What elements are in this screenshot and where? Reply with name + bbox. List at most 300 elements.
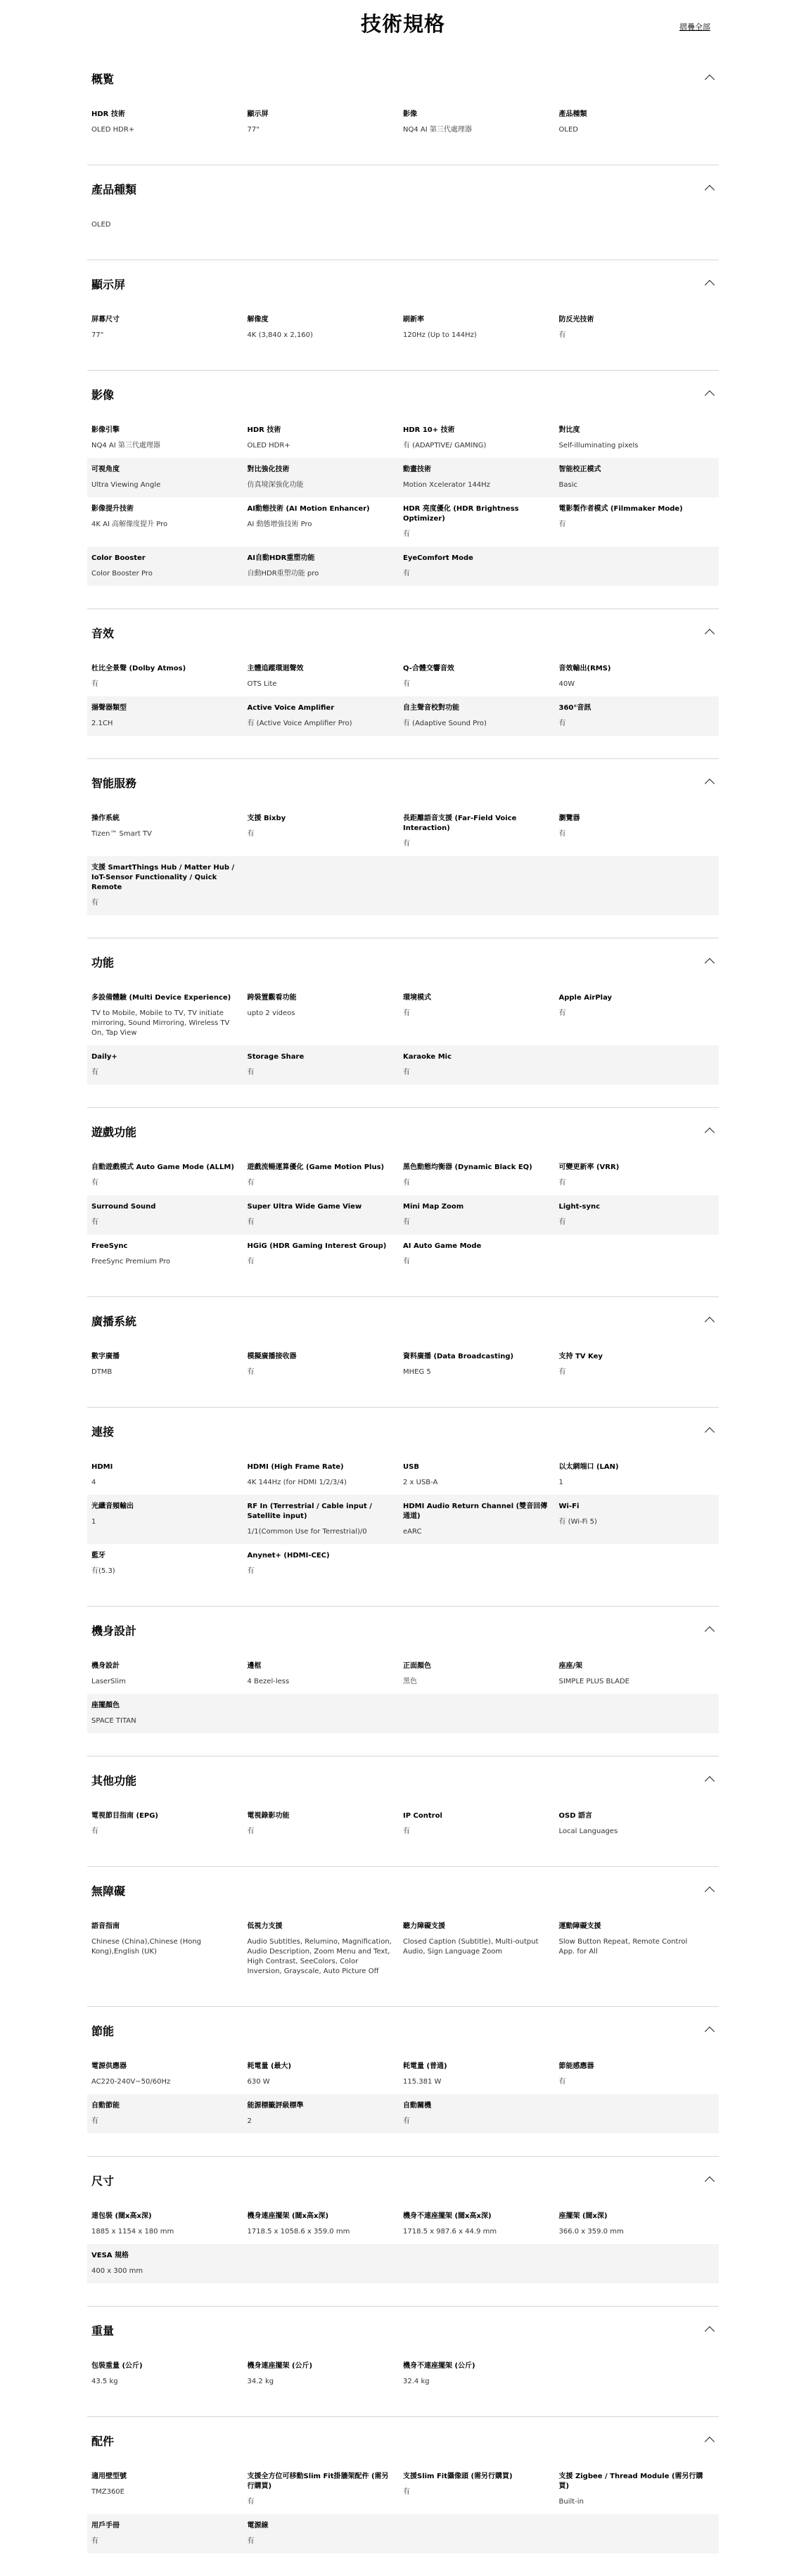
section-title: 產品種類 bbox=[91, 183, 137, 196]
spec-item bbox=[403, 664, 559, 689]
section-header[interactable] bbox=[87, 955, 719, 976]
spec-item bbox=[403, 1922, 559, 1977]
spec-item bbox=[91, 1811, 248, 1837]
spec-value: MHEG 5 bbox=[403, 1368, 431, 1376]
spec-item bbox=[403, 703, 559, 729]
spec-label: 可變更新率 (VRR) bbox=[558, 1163, 620, 1171]
spec-item bbox=[559, 465, 715, 490]
spec-value: OLED HDR+ bbox=[247, 442, 290, 449]
spec-item bbox=[559, 2062, 715, 2087]
spec-item bbox=[403, 2472, 559, 2507]
section-title: 重量 bbox=[91, 2324, 115, 2338]
spec-item bbox=[91, 2062, 248, 2087]
spec-value: NQ4 AI 第三代處理器 bbox=[403, 126, 472, 134]
spec-label: AI Auto Game Mode bbox=[403, 1242, 482, 1250]
spec-value: 有 bbox=[247, 2537, 255, 2545]
spec-label: HDR 10+ 技術 bbox=[403, 426, 455, 434]
spec-item bbox=[248, 863, 404, 908]
section-title: 顯示屏 bbox=[91, 278, 126, 291]
spec-item bbox=[559, 1662, 715, 1687]
spec-label: FreeSync bbox=[91, 1242, 128, 1250]
section-title: 無障礙 bbox=[91, 1885, 126, 1898]
spec-label: 動畫技術 bbox=[403, 466, 431, 473]
spec-row bbox=[87, 1195, 719, 1235]
spec-label: 機身不連座擺架 (公斤) bbox=[403, 2362, 475, 2370]
spec-value: Ultra Viewing Angle bbox=[91, 481, 161, 489]
spec-label: Surround Sound bbox=[91, 1203, 156, 1211]
spec-row bbox=[87, 547, 719, 586]
section-header[interactable] bbox=[87, 2323, 719, 2345]
spec-value: NQ4 AI 第三代處理器 bbox=[91, 442, 160, 449]
spec-value: 1/1(Common Use for Terrestrial)/0 bbox=[247, 1528, 367, 1536]
spec-item bbox=[91, 220, 252, 230]
spec-item bbox=[403, 504, 559, 540]
spec-value: TV to Mobile, Mobile to TV, TV initiate mirroring, Sound Mirroring, Wireless TV On, Tap View bbox=[91, 1009, 230, 1037]
spec-value: 77" bbox=[91, 331, 104, 339]
spec-value: 400 x 300 mm bbox=[91, 2267, 143, 2275]
spec-label: 電影製作者模式 (Filmmaker Mode) bbox=[558, 505, 683, 513]
spec-item bbox=[403, 1352, 559, 1377]
spec-value: DTMB bbox=[91, 1368, 113, 1376]
spec-label: 數字廣播 bbox=[91, 1353, 120, 1360]
spec-label: 360°音訊 bbox=[558, 704, 591, 712]
spec-item bbox=[91, 814, 248, 849]
spec-item bbox=[403, 465, 559, 490]
spec-value: 有 (Active Voice Amplifier Pro) bbox=[247, 720, 352, 727]
spec-row bbox=[87, 696, 719, 736]
spec-label: 音效輸出(RMS) bbox=[558, 665, 611, 672]
spec-item bbox=[403, 1202, 559, 1228]
spec-item bbox=[248, 1352, 404, 1377]
spec-item bbox=[248, 315, 404, 340]
spec-item bbox=[559, 703, 715, 729]
spec-item bbox=[403, 2212, 559, 2237]
spec-row bbox=[87, 2205, 719, 2244]
spec-value: 有 bbox=[247, 1368, 255, 1376]
spec-item bbox=[559, 664, 715, 689]
spec-value: 有(5.3) bbox=[91, 1567, 115, 1575]
spec-value: OLED HDR+ bbox=[91, 126, 135, 134]
spec-section bbox=[87, 758, 719, 938]
spec-item bbox=[403, 1701, 559, 1726]
spec-value: 有 bbox=[558, 521, 566, 528]
spec-value: 1 bbox=[91, 1518, 96, 1526]
spec-section bbox=[87, 55, 719, 165]
spec-value: Motion Xcelerator 144Hz bbox=[403, 481, 490, 489]
spec-label: 主體追蹤環迴聲效 bbox=[247, 665, 304, 672]
spec-value: Local Languages bbox=[558, 1828, 618, 1835]
spec-value: 有 bbox=[247, 830, 255, 838]
section-title: 配件 bbox=[91, 2435, 115, 2448]
spec-item bbox=[248, 1922, 404, 1977]
spec-label: 座擺架 (闊x深) bbox=[558, 2212, 608, 2220]
spec-section bbox=[87, 1606, 719, 1756]
spec-label: 電源線 bbox=[247, 2522, 269, 2530]
spec-label: 聽力障礙支援 bbox=[403, 1923, 445, 1930]
spec-row bbox=[87, 1915, 719, 1984]
section-header[interactable] bbox=[87, 1125, 719, 1146]
spec-item bbox=[559, 1811, 715, 1837]
spec-item bbox=[248, 504, 404, 540]
spec-value: 366.0 x 359.0 mm bbox=[558, 2228, 624, 2236]
spec-row bbox=[87, 856, 719, 915]
spec-label: 機身連座擺架 (闊x高x深) bbox=[247, 2212, 329, 2220]
spec-label: 支援Slim Fit攝像頭 (需另行購買) bbox=[403, 2473, 513, 2480]
spec-value: 黑色 bbox=[403, 1678, 417, 1685]
spec-item bbox=[559, 2361, 715, 2387]
spec-item bbox=[91, 2361, 248, 2387]
spec-label: 影像引擎 bbox=[91, 426, 120, 434]
section-header[interactable] bbox=[87, 776, 719, 797]
spec-value: Tizen™ Smart TV bbox=[91, 830, 152, 838]
spec-item bbox=[559, 554, 715, 579]
spec-value: 32.4 kg bbox=[403, 2378, 430, 2385]
section-header[interactable] bbox=[87, 1314, 719, 1335]
page-title: 技術規格 bbox=[360, 12, 445, 36]
spec-value: 40W bbox=[558, 680, 575, 688]
spec-value: 77" bbox=[247, 126, 260, 134]
spec-section bbox=[87, 1756, 719, 1866]
section-header[interactable] bbox=[87, 2024, 719, 2045]
spec-item bbox=[91, 2101, 248, 2127]
spec-item bbox=[91, 465, 248, 490]
spec-label: 適用壁型號 bbox=[91, 2473, 127, 2480]
spec-item bbox=[91, 2521, 248, 2546]
spec-item bbox=[559, 1701, 715, 1726]
spec-value: 有 bbox=[247, 1828, 255, 1835]
spec-item bbox=[248, 993, 404, 1038]
spec-item bbox=[248, 703, 404, 729]
spec-value: 2 x USB-A bbox=[403, 1479, 438, 1486]
section-header[interactable] bbox=[87, 626, 719, 647]
spec-row bbox=[87, 1235, 719, 1274]
spec-item bbox=[403, 426, 559, 451]
spec-label: HDMI (High Frame Rate) bbox=[247, 1463, 344, 1471]
section-title: 音效 bbox=[91, 627, 115, 640]
spec-label: Karaoke Mic bbox=[403, 1053, 452, 1061]
spec-label: 屏幕尺寸 bbox=[91, 316, 120, 324]
spec-value: SPACE TITAN bbox=[91, 1717, 136, 1725]
spec-label: 影像 bbox=[403, 110, 417, 118]
spec-item bbox=[248, 1462, 404, 1488]
spec-row bbox=[87, 419, 719, 458]
spec-item bbox=[403, 814, 559, 849]
spec-item bbox=[559, 993, 715, 1038]
spec-label: 能源標籤評級標準 bbox=[247, 2102, 304, 2110]
spec-value: Color Booster Pro bbox=[91, 570, 153, 578]
section-title: 影像 bbox=[91, 388, 115, 402]
spec-row bbox=[87, 2244, 719, 2283]
spec-label: 電源供應器 bbox=[91, 2062, 127, 2070]
spec-label: 以太網端口 (LAN) bbox=[558, 1463, 619, 1471]
spec-row bbox=[87, 1544, 719, 1583]
spec-item bbox=[91, 993, 248, 1038]
spec-value: 有 bbox=[558, 720, 566, 727]
spec-value: 43.5 kg bbox=[91, 2378, 118, 2385]
spec-value: 4K 144Hz (for HDMI 1/2/3/4) bbox=[247, 1479, 347, 1486]
spec-item bbox=[91, 1502, 248, 1537]
spec-value: 1718.5 x 987.6 x 44.9 mm bbox=[403, 2228, 497, 2236]
spec-item bbox=[91, 2472, 248, 2507]
spec-value: 有 bbox=[247, 1218, 255, 1226]
section-header[interactable] bbox=[87, 72, 719, 93]
spec-label: AI動態技術 (AI Motion Enhancer) bbox=[247, 505, 370, 513]
spec-value: 34.2 kg bbox=[247, 2378, 274, 2385]
spec-value: 1 bbox=[558, 1479, 563, 1486]
spec-row bbox=[87, 2094, 719, 2134]
spec-item bbox=[248, 1052, 404, 1078]
spec-label: 產品種類 bbox=[558, 110, 587, 118]
spec-item bbox=[91, 1242, 248, 1267]
spec-section bbox=[87, 370, 719, 608]
spec-item bbox=[248, 1163, 404, 1188]
section-title: 概覧 bbox=[91, 72, 115, 86]
spec-item bbox=[91, 664, 248, 689]
section-header[interactable] bbox=[87, 1884, 719, 1905]
spec-item bbox=[91, 110, 248, 135]
spec-item bbox=[559, 504, 715, 540]
spec-label: 揚聲器類型 bbox=[91, 704, 127, 712]
spec-item bbox=[559, 426, 715, 451]
spec-value: TMZ360E bbox=[91, 2488, 124, 2496]
spec-label: 電視錄影功能 bbox=[247, 1812, 290, 1820]
spec-label: Q-合體交響音效 bbox=[403, 665, 454, 672]
spec-item bbox=[559, 315, 715, 340]
spec-item bbox=[403, 1551, 559, 1576]
collapse-all-link[interactable]: 摺疊全部 bbox=[679, 23, 710, 32]
spec-item bbox=[248, 2212, 404, 2237]
spec-label: 資料廣播 (Data Broadcasting) bbox=[403, 1353, 514, 1360]
spec-item bbox=[403, 554, 559, 579]
spec-item bbox=[403, 2521, 559, 2546]
spec-label: 遊戲流暢運算優化 (Game Motion Plus) bbox=[247, 1163, 385, 1171]
spec-value: LaserSlim bbox=[91, 1678, 126, 1685]
spec-item bbox=[91, 1551, 248, 1576]
spec-label: 解像度 bbox=[247, 316, 269, 324]
spec-label: 運動障礙支援 bbox=[558, 1923, 601, 1930]
spec-row bbox=[87, 497, 719, 547]
spec-label: 座擺顏色 bbox=[91, 1702, 120, 1709]
spec-value: 120Hz (Up to 144Hz) bbox=[403, 331, 477, 339]
spec-label: Anynet+ (HDMI-CEC) bbox=[247, 1552, 330, 1560]
spec-row bbox=[87, 2055, 719, 2094]
section-header[interactable] bbox=[87, 388, 719, 409]
section-header[interactable] bbox=[87, 2174, 719, 2195]
spec-label: 支持 TV Key bbox=[558, 1353, 603, 1360]
spec-value: 有 bbox=[91, 1218, 98, 1226]
spec-value: 有 bbox=[403, 1218, 410, 1226]
spec-label: Active Voice Amplifier bbox=[247, 704, 335, 712]
spec-value: OTS Lite bbox=[247, 680, 277, 688]
spec-row bbox=[87, 1495, 719, 1544]
spec-item bbox=[403, 315, 559, 340]
spec-item bbox=[403, 2361, 559, 2387]
spec-item bbox=[248, 1811, 404, 1837]
spec-label: 語音指南 bbox=[91, 1923, 120, 1930]
spec-value: 有 bbox=[558, 830, 566, 838]
spec-item bbox=[559, 2521, 715, 2546]
spec-item bbox=[91, 863, 248, 908]
spec-value: 有 (Wi-Fi 5) bbox=[558, 1518, 597, 1526]
spec-label: 低視力支援 bbox=[247, 1923, 283, 1930]
spec-value: OLED bbox=[558, 126, 578, 134]
spec-label: HDR 技術 bbox=[247, 426, 281, 434]
spec-item bbox=[248, 426, 404, 451]
spec-label: 對比度 bbox=[558, 426, 580, 434]
spec-item bbox=[91, 426, 248, 451]
spec-item bbox=[248, 1202, 404, 1228]
spec-label: 跨裝置觀看功能 bbox=[247, 994, 297, 1002]
spec-label: 邊框 bbox=[247, 1662, 262, 1670]
spec-item bbox=[248, 110, 404, 135]
spec-label: 支援 Bixby bbox=[247, 815, 286, 822]
spec-label: 黑色動態均衡器 (Dynamic Black EQ) bbox=[403, 1163, 532, 1171]
spec-value: Audio Subtitles, Relumino, Magnification, Audio Description, Zoom Menu and Text, High Contrast, SeeColors, Color Inversion, Grayscale, Auto Picture Off bbox=[247, 1938, 392, 1975]
spec-item bbox=[403, 993, 559, 1038]
spec-value: 有 bbox=[91, 1828, 98, 1835]
spec-label: 機身設計 bbox=[91, 1662, 120, 1670]
spec-label: USB bbox=[403, 1463, 419, 1471]
spec-item bbox=[248, 2472, 404, 2507]
spec-label: 自動遊戲模式 Auto Game Mode (ALLM) bbox=[91, 1163, 234, 1171]
spec-section bbox=[87, 2306, 719, 2416]
spec-row bbox=[87, 1694, 719, 1733]
spec-item bbox=[559, 1052, 715, 1078]
spec-value: eARC bbox=[403, 1528, 422, 1536]
spec-item bbox=[403, 1811, 559, 1837]
section-title: 尺寸 bbox=[91, 2174, 115, 2188]
spec-value: 2 bbox=[247, 2117, 252, 2125]
section-header[interactable] bbox=[87, 1424, 719, 1446]
spec-item bbox=[91, 315, 248, 340]
spec-value: upto 2 videos bbox=[247, 1009, 295, 1017]
spec-value: 有 bbox=[558, 1179, 566, 1187]
spec-label: 影像提升技術 bbox=[91, 505, 134, 513]
section-header[interactable] bbox=[87, 1773, 719, 1794]
spec-section bbox=[87, 2006, 719, 2156]
spec-item bbox=[559, 1352, 715, 1377]
spec-label: Super Ultra Wide Game View bbox=[247, 1203, 362, 1211]
spec-label: 防反光技術 bbox=[558, 316, 594, 324]
spec-item bbox=[559, 110, 715, 135]
spec-value: 有 bbox=[403, 1009, 410, 1017]
spec-value: Built-in bbox=[558, 2498, 584, 2506]
spec-label: 自動關機 bbox=[403, 2102, 431, 2110]
spec-label: AI自動HDR重塑功能 bbox=[247, 554, 315, 562]
spec-item bbox=[403, 110, 559, 135]
spec-value: 1885 x 1154 x 180 mm bbox=[91, 2228, 174, 2236]
spec-label: 瀏覽器 bbox=[558, 815, 580, 822]
spec-item bbox=[91, 1701, 248, 1726]
spec-value: 有 bbox=[403, 2488, 410, 2496]
section-header[interactable] bbox=[87, 277, 719, 298]
spec-label: 座座/架 bbox=[558, 1662, 583, 1670]
section-title: 功能 bbox=[91, 956, 115, 969]
spec-item bbox=[248, 2101, 404, 2127]
spec-label: 自動節能 bbox=[91, 2102, 120, 2110]
spec-value: 有 bbox=[91, 680, 98, 688]
spec-label: VESA 規格 bbox=[91, 2252, 129, 2259]
spec-value: 有 bbox=[558, 1218, 566, 1226]
spec-label: 長距離語音支援 (Far-Field Voice Interaction) bbox=[403, 815, 517, 832]
spec-label: HDMI bbox=[91, 1463, 113, 1471]
spec-value: 有 bbox=[247, 1069, 255, 1076]
spec-item bbox=[403, 1462, 559, 1488]
spec-label: 多設備體驗 (Multi Device Experience) bbox=[91, 994, 231, 1002]
spec-row bbox=[87, 1654, 719, 1694]
spec-section bbox=[87, 165, 719, 260]
spec-label: HDMI Audio Return Channel (雙音回傳通道) bbox=[403, 1503, 548, 1520]
spec-item bbox=[403, 2251, 559, 2276]
spec-value: FreeSync Premium Pro bbox=[91, 1258, 171, 1265]
spec-value: 4K (3,840 x 2,160) bbox=[247, 331, 313, 339]
spec-value: 有 (Adaptive Sound Pro) bbox=[403, 720, 487, 727]
spec-value: 有 bbox=[403, 1828, 410, 1835]
spec-value: AI 動態增強技術 Pro bbox=[247, 521, 312, 528]
spec-label: 顯示屏 bbox=[247, 110, 269, 118]
spec-value: OLED bbox=[91, 221, 111, 229]
spec-label: RF In (Terrestrial / Cable input / Satellite input) bbox=[247, 1503, 372, 1520]
spec-item bbox=[91, 1462, 248, 1488]
spec-value: 有 bbox=[91, 899, 98, 907]
spec-item bbox=[91, 2251, 248, 2276]
spec-label: 支援 SmartThings Hub / Matter Hub / IoT-Sensor Functionality / Quick Remote bbox=[91, 864, 235, 891]
spec-value: 有 bbox=[91, 1069, 98, 1076]
spec-label: 節能感應器 bbox=[558, 2062, 594, 2070]
section-header[interactable] bbox=[87, 1624, 719, 1645]
spec-label: Apple AirPlay bbox=[558, 994, 613, 1002]
spec-value: Slow Button Repeat, Remote Control App. for All bbox=[558, 1938, 688, 1956]
spec-section bbox=[87, 1296, 719, 1407]
section-header[interactable] bbox=[87, 2434, 719, 2455]
spec-item bbox=[559, 2212, 715, 2237]
section-header[interactable] bbox=[87, 182, 719, 203]
spec-label: 模擬廣播接收器 bbox=[247, 1353, 297, 1360]
spec-row bbox=[87, 1156, 719, 1195]
spec-row bbox=[87, 458, 719, 497]
spec-item bbox=[403, 1052, 559, 1078]
spec-label: 機身不連座擺架 (闊x高x深) bbox=[403, 2212, 492, 2220]
section-title: 遊戲功能 bbox=[91, 1126, 137, 1139]
spec-item bbox=[91, 1052, 248, 1078]
spec-value: 4 Bezel-less bbox=[247, 1678, 290, 1685]
spec-label: EyeComfort Mode bbox=[403, 554, 473, 562]
spec-label: Wi-Fi bbox=[558, 1503, 580, 1510]
spec-value: 有 (ADAPTIVE/ GAMING) bbox=[403, 442, 487, 449]
spec-value: 有 bbox=[247, 2498, 255, 2506]
spec-item bbox=[248, 1662, 404, 1687]
spec-label: HDR 技術 bbox=[91, 110, 125, 118]
spec-value: 有 bbox=[91, 2117, 98, 2125]
spec-label: 耗電量 (最大) bbox=[247, 2062, 292, 2070]
spec-label: Daily+ bbox=[91, 1053, 117, 1061]
spec-label: Color Booster bbox=[91, 554, 146, 562]
spec-value: 有 bbox=[403, 530, 410, 538]
spec-value: 仿真境深強化功能 bbox=[247, 481, 304, 489]
spec-item bbox=[403, 863, 559, 908]
spec-row bbox=[87, 986, 719, 1045]
spec-item bbox=[91, 554, 248, 579]
spec-item bbox=[559, 2251, 715, 2276]
spec-row bbox=[87, 2465, 719, 2514]
spec-section bbox=[87, 1407, 719, 1606]
spec-item bbox=[403, 2101, 559, 2127]
spec-value: 有 bbox=[403, 2117, 410, 2125]
spec-item bbox=[91, 1202, 248, 1228]
spec-label: 支援全方位可移動Slim Fit掛牆架配件 (需另行購買) bbox=[247, 2473, 389, 2490]
spec-label: 電視節目指南 (EPG) bbox=[91, 1812, 158, 1820]
spec-item bbox=[248, 465, 404, 490]
